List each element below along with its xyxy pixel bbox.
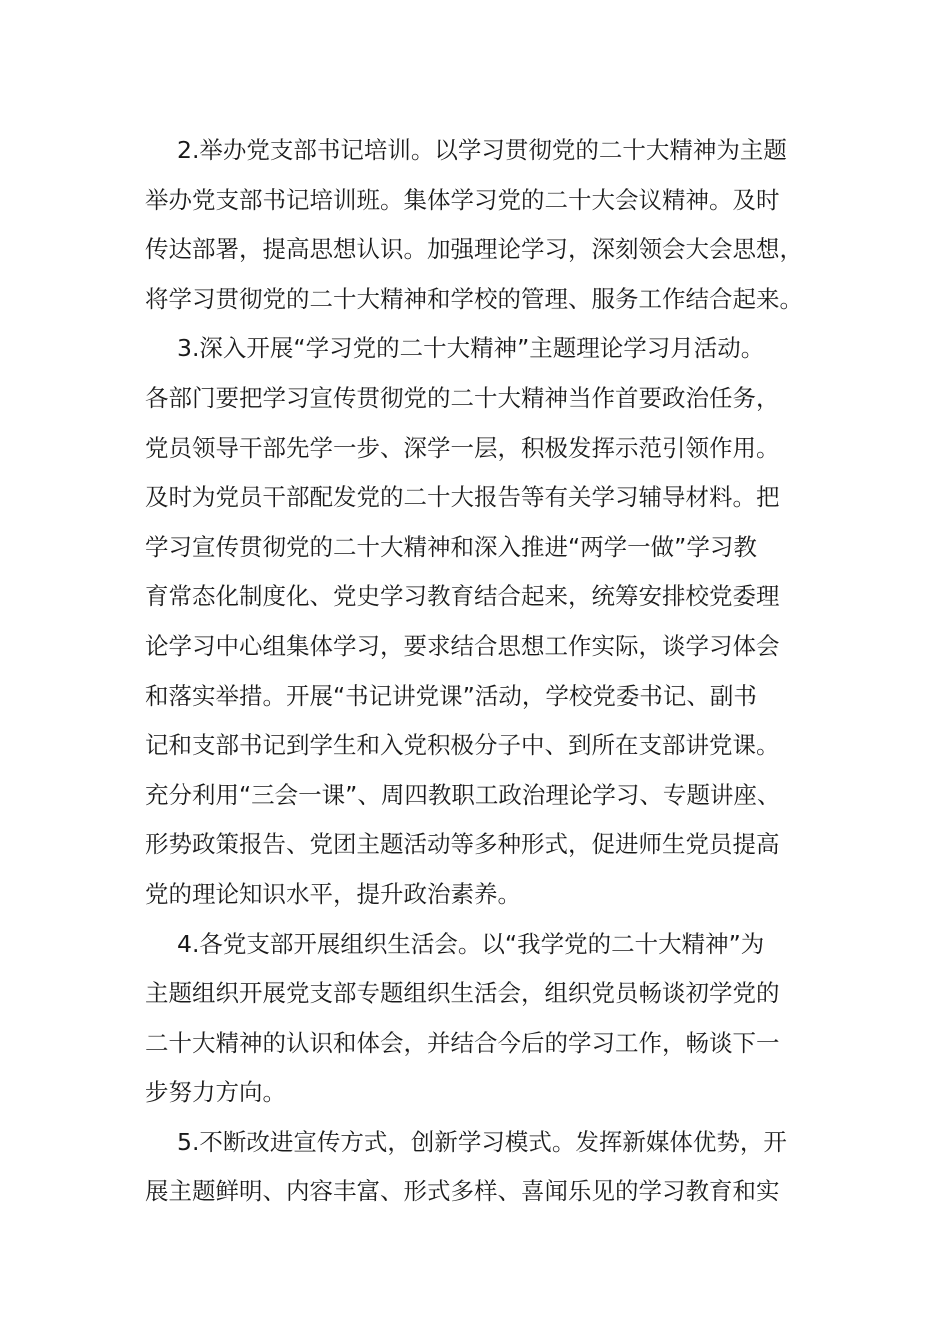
document-body xyxy=(145,126,825,1217)
paragraph-2 xyxy=(145,126,825,324)
text-line: 充分利用“三会一课”、周四教职工政治理论学习、专题讲座、 xyxy=(145,780,781,809)
text-line: 将学习贯彻党的二十大精神和学校的管理、服务工作结合起来。 xyxy=(145,284,803,313)
paragraph-4 xyxy=(145,920,825,1118)
text-line: 及时为党员干部配发党的二十大报告等有关学习辅导材料。把 xyxy=(145,483,780,512)
text-line: 学习宣传贯彻党的二十大精神和深入推进“两学一做”学习教 xyxy=(145,532,757,561)
paragraph-5 xyxy=(145,1118,825,1217)
text-line: 4.各党支部开展组织生活会。以“我学党的二十大精神”为 xyxy=(177,929,765,958)
text-line: 记和支部书记到学生和入党积极分子中、到所在支部讲党课。 xyxy=(145,731,780,760)
text-line: 步努力方向。 xyxy=(145,1078,286,1107)
text-line: 论学习中心组集体学习，要求结合思想工作实际，谈学习体会 xyxy=(145,631,780,660)
text-line: 展主题鲜明、内容丰富、形式多样、喜闻乐见的学习教育和实 xyxy=(145,1177,780,1206)
text-line: 和落实举措。开展“书记讲党课”活动，学校党委书记、副书 xyxy=(145,681,757,710)
text-line: 主题组织开展党支部专题组织生活会，组织党员畅谈初学党的 xyxy=(145,979,780,1008)
paragraph-3 xyxy=(145,324,825,919)
text-line: 各部门要把学习宣传贯彻党的二十大精神当作首要政治任务， xyxy=(145,383,780,412)
text-line: 3.深入开展“学习党的二十大精神”主题理论学习月活动。 xyxy=(177,334,765,363)
text-line: 形势政策报告、党团主题活动等多种形式，促进师生党员提高 xyxy=(145,830,780,859)
text-line: 5.不断改进宣传方式，创新学习模式。发挥新媒体优势，开 xyxy=(177,1127,787,1156)
text-line: 党员领导干部先学一步、深学一层，积极发挥示范引领作用。 xyxy=(145,433,780,462)
text-line: 传达部署，提高思想认识。加强理论学习，深刻领会大会思想， xyxy=(145,235,803,264)
text-line: 育常态化制度化、党史学习教育结合起来，统筹安排校党委理 xyxy=(145,582,780,611)
text-line: 二十大精神的认识和体会，并结合今后的学习工作，畅谈下一 xyxy=(145,1028,780,1057)
text-line: 举办党支部书记培训班。集体学习党的二十大会议精神。及时 xyxy=(145,185,780,214)
text-line: 党的理论知识水平，提升政治素养。 xyxy=(145,879,521,908)
text-line: 2.举办党支部书记培训。以学习贯彻党的二十大精神为主题 xyxy=(177,136,787,164)
